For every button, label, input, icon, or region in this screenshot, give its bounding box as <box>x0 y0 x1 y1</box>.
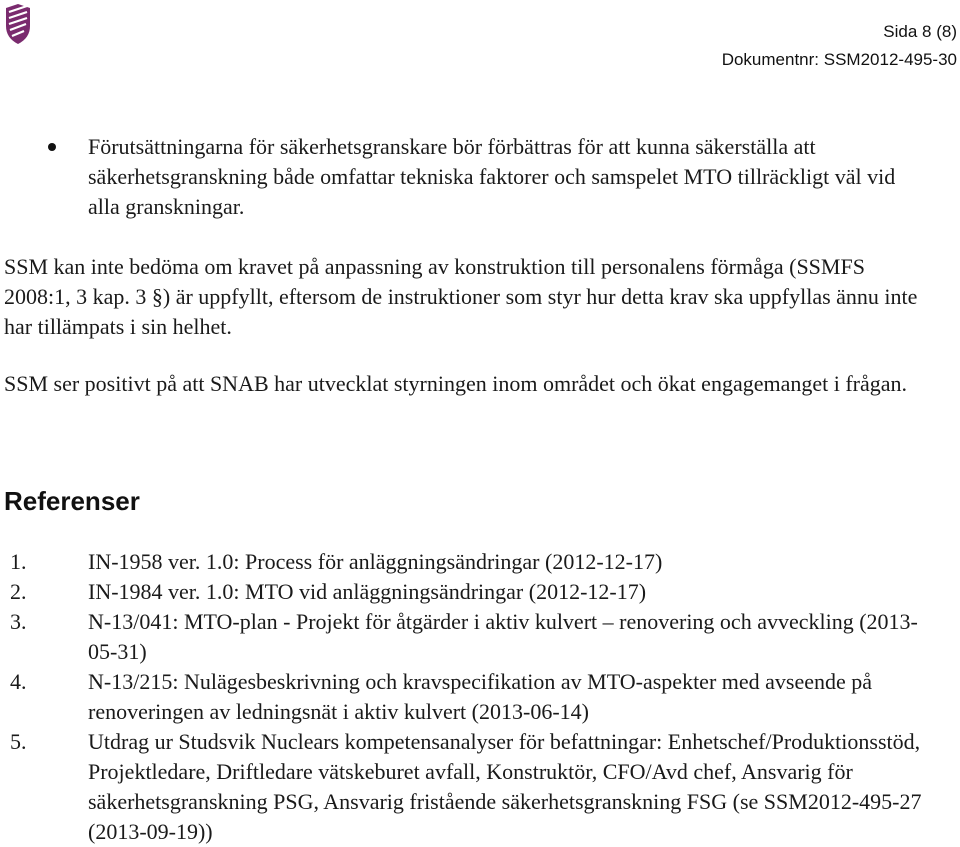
reference-item <box>0 607 930 667</box>
paragraph-positive: SSM ser positivt på att SNAB har utvecklat styrningen inom området och ökat engagemanget i frågan. <box>4 371 908 396</box>
reference-item <box>0 667 930 727</box>
reference-number: 2. <box>10 579 27 604</box>
paragraph-assessment: SSM kan inte bedöma om kravet på anpassning av konstruktion till personalens förmåga (SSMFS 2008:1, 3 kap. 3 §) är uppfyllt, eftersom de instruktioner som styr hur detta krav ska uppfyllas ännu inte har tillämpats i sin helhet. <box>4 254 918 339</box>
reference-item <box>0 727 930 847</box>
references-list <box>0 547 930 847</box>
reference-text: IN-1958 ver. 1.0: Process för anläggningsändringar (2012-12-17) <box>88 549 663 574</box>
document-number: Dokumentnr: SSM2012-495-30 <box>721 50 957 69</box>
reference-text: IN-1984 ver. 1.0: MTO vid anläggningsändringar (2012-12-17) <box>88 579 647 604</box>
ssm-logo <box>4 4 32 44</box>
references-heading: Referenser <box>4 486 140 516</box>
bullet-item: Förutsättningarna för säkerhetsgranskare bör förbättras för att kunna säkerställa att säkerhetsgranskning både omfattar tekniska faktorer och samspelet MTO tillräckligt väl vid alla granskningar. <box>88 134 896 219</box>
reference-number: 1. <box>10 549 27 574</box>
reference-item <box>0 577 930 607</box>
reference-item <box>0 547 930 577</box>
reference-text: N-13/041: MTO-plan - Projekt för åtgärder i aktiv kulvert – renovering och avveckling (2013-05-31) <box>88 609 918 664</box>
reference-number: 4. <box>10 669 27 694</box>
reference-text: N-13/215: Nulägesbeskrivning och kravspecifikation av MTO-aspekter med avseende på renoveringen av ledningsnät i aktiv kulvert (2013-06-14) <box>88 669 873 724</box>
reference-number: 5. <box>10 729 27 754</box>
reference-text: Utdrag ur Studsvik Nuclears kompetensanalyser för befattningar: Enhetschef/Produktionsstöd, Projektledare, Driftledare vätskeburet avfall, Konstruktör, CFO/Avd chef, Ansvarig för säkerhetsgranskning PSG, Ansvarig fristående säkerhetsgranskning FSG (se SSM2012-495-27 (2013-09-19)) <box>88 729 922 844</box>
page-header <box>722 18 957 74</box>
bullet-icon <box>48 143 56 151</box>
page-number: Sida 8 (8) <box>883 22 957 41</box>
reference-number: 3. <box>10 609 27 634</box>
